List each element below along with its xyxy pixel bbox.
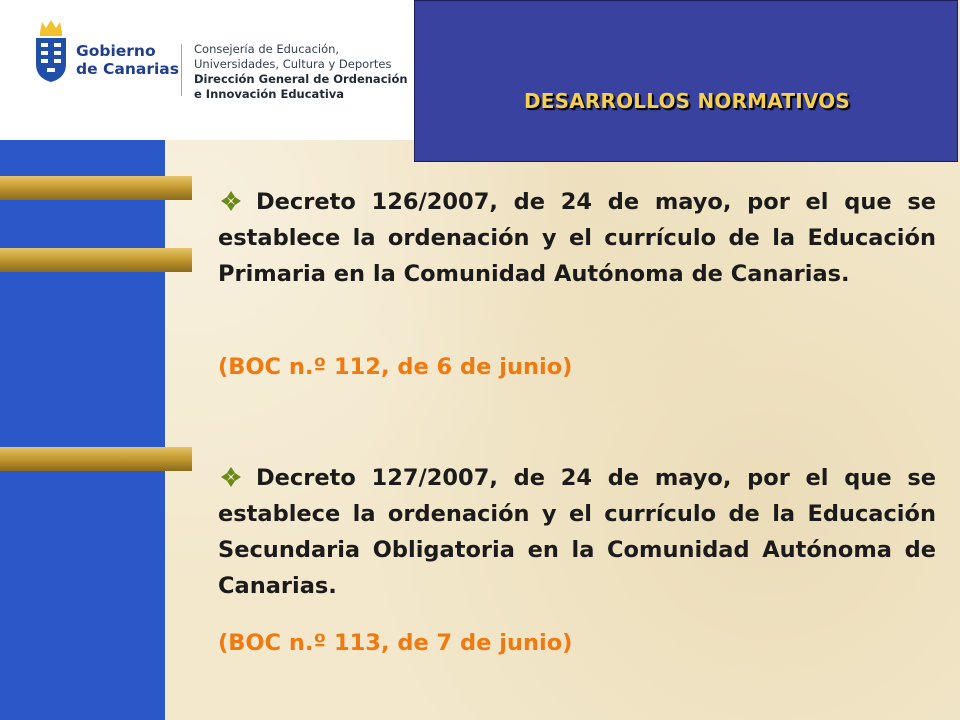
entry-1-text: Decreto 126/2007, de 24 de mayo, por el que se establece la ordenación y el currículo de la Educación Primaria en la Comunidad Autónoma de Canarias. [218, 189, 936, 287]
entry-1-source: (BOC n.º 112, de 6 de junio) [218, 354, 573, 380]
dept-line-4 [194, 87, 408, 102]
title-box [414, 0, 958, 162]
logo-divider [181, 44, 182, 96]
dept-line-1: Consejería de Educación, [194, 42, 340, 56]
brand-line-2: de Canarias [76, 60, 179, 78]
left-blue-bar [0, 140, 165, 720]
slide-title: DESARROLLOS NORMATIVOS [523, 89, 851, 113]
gold-tab-1 [0, 176, 192, 200]
canarias-shield-icon [32, 18, 70, 84]
gold-tab-2 [0, 248, 192, 272]
dept-line-3-text: Dirección General de Ordenación [194, 72, 408, 86]
brand-name [76, 42, 179, 78]
dept-line-4-text: e Innovación Educativa [194, 87, 345, 101]
diamond-bullet-icon [220, 190, 242, 212]
entry-2-text: Decreto 127/2007, de 24 de mayo, por el que se establece la ordenación y el currículo de la Educación Secundaria Obligatoria en la Comunidad Autónoma de Canarias. [218, 465, 936, 599]
dept-line-3 [194, 72, 408, 87]
entry-2-source: (BOC n.º 113, de 7 de junio) [218, 630, 573, 656]
header-logo-area [0, 0, 414, 140]
entry-1 [218, 184, 936, 292]
department-name [194, 42, 408, 102]
dept-line-2: Universidades, Cultura y Deportes [194, 57, 392, 71]
gobierno-canarias-logo [26, 18, 416, 118]
gold-tab-3 [0, 447, 192, 471]
diamond-bullet-icon [220, 466, 242, 488]
entry-2 [218, 460, 936, 604]
brand-line-1: Gobierno [76, 42, 156, 60]
